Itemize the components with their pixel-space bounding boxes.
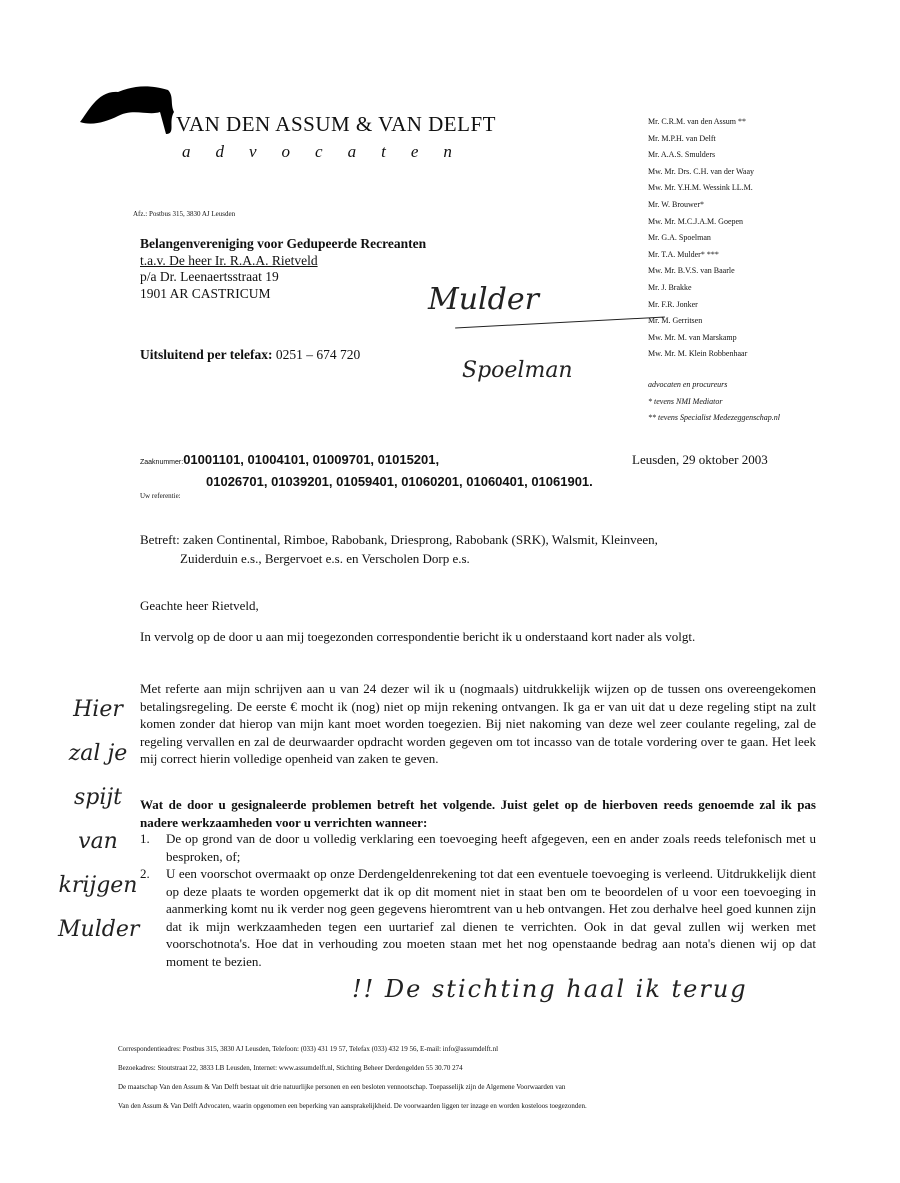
partner-name: Mr. G.A. Spoelman xyxy=(648,233,711,243)
list-number: 2. xyxy=(140,866,150,881)
partner-name: Mr. M.P.H. van Delft xyxy=(648,133,716,143)
partner-note: ** tevens Specialist Medezeggenschap.nl xyxy=(648,413,780,423)
partner-name: Mr. T.A. Mulder* *** xyxy=(648,249,719,259)
margin-word: spijt xyxy=(73,785,123,810)
margin-word: van xyxy=(78,829,118,854)
subject-line-2: Zuiderduin e.s., Bergervoet e.s. en Verscholen Dorp e.s. xyxy=(180,551,470,566)
handwritten-name-top: Mulder xyxy=(428,282,539,317)
margin-word: Hier xyxy=(73,697,123,722)
footer-line: Correspondentieadres: Postbus 315, 3830 AJ Leusden, Telefoon: (033) 431 19 57, Telefax (033) 432 19 56, E-mail: info@assumdelft.nl xyxy=(118,1045,499,1053)
case-label: Zaaknummer: xyxy=(140,459,184,466)
addressee-attn: t.a.v. De heer Ir. R.A.A. Rietveld xyxy=(140,252,318,268)
subject-block xyxy=(140,530,780,568)
firm-subtitle: advocaten xyxy=(182,142,477,161)
partner-name: Mw. Mr. Drs. C.H. van der Waay xyxy=(648,166,755,176)
partner-name: Mr. A.A.S. Smulders xyxy=(648,150,716,160)
list-number: 1. xyxy=(140,831,150,846)
pen-stroke xyxy=(455,317,665,329)
conditions-list xyxy=(140,830,816,970)
addressee-org: Belangenvereniging voor Gedupeerde Recreanten xyxy=(140,236,427,251)
letter-date: Leusden, 29 oktober 2003 xyxy=(632,452,768,467)
partner-note: * tevens NMI Mediator xyxy=(648,396,723,406)
footer xyxy=(118,1040,838,1116)
fax-label: Uitsluitend per telefax: xyxy=(140,347,273,362)
case-line-2: 01026701, 01039201, 01059401, 01060201, 01060401, 01061901. xyxy=(206,474,593,489)
partner-note: advocaten en procureurs xyxy=(648,379,728,389)
case-numbers xyxy=(140,450,593,491)
addressee-block xyxy=(140,236,426,302)
case-line-1: 01001101, 01004101, 01009701, 01015201, xyxy=(183,452,440,467)
salutation: Geachte heer Rietveld, xyxy=(140,598,259,613)
footer-line: De maatschap Van den Assum & Van Delft bestaat uit drie natuurlijke personen en een besloten vennootschap. Toepasselijk zijn de Algemene Voorwaarden van xyxy=(118,1083,566,1091)
partner-name: Mr. J. Brakke xyxy=(648,282,692,292)
partner-name: Mw. Mr. M.C.J.A.M. Goepen xyxy=(648,216,744,226)
partner-name: Mr. W. Brouwer* xyxy=(648,199,704,209)
partner-name: Mw. Mr. Y.H.M. Wessink LL.M. xyxy=(648,183,753,193)
return-address: Afz.: Postbus 315, 3830 AJ Leusden xyxy=(133,210,236,218)
addressee-street: p/a Dr. Leenaertsstraat 19 xyxy=(140,269,279,284)
handwritten-signature: Spoelman xyxy=(462,358,573,383)
your-reference-label: Uw referentie: xyxy=(140,492,181,500)
list-item xyxy=(140,865,816,970)
partner-list xyxy=(648,114,780,427)
firm-name: VAN DEN ASSUM & VAN DELFT xyxy=(176,112,496,136)
fax-line xyxy=(140,347,360,363)
partner-name: Mr. F.R. Jonker xyxy=(648,299,698,309)
footer-line: Van den Assum & Van Delft Advocaten, waarin opgenomen een beperking van aansprakelijkheid. De voorwaarden liggen ter inzage en worden kosteloos toegezonden. xyxy=(118,1102,587,1110)
margin-word: zal je xyxy=(68,741,128,766)
handwritten-bottom-note: !! De stichting haal ik terug xyxy=(352,975,748,1003)
fax-number: 0251 – 674 720 xyxy=(275,347,361,362)
logo-ink-splash-icon xyxy=(78,82,178,136)
addressee-city: 1901 AR CASTRICUM xyxy=(140,285,271,301)
partner-name: Mr. M. Gerritsen xyxy=(648,316,703,326)
margin-word: krijgen xyxy=(58,873,138,898)
partner-name: Mw. Mr. M. van Marskamp xyxy=(648,332,737,342)
subject-line-1: Betreft: zaken Continental, Rimboe, Rabobank, Driesprong, Rabobank (SRK), Walsmit, Kleinveen, xyxy=(140,532,658,547)
list-text: De op grond van de door u volledig verklaring een toevoeging heeft afgegeven, een en ander zoals reeds telefonisch met u besproken, of; xyxy=(166,831,816,864)
list-item xyxy=(140,830,816,865)
partner-name: Mw. Mr. B.V.S. van Baarle xyxy=(648,266,735,276)
paragraph: Met referte aan mijn schrijven aan u van 24 dezer wil ik u (nogmaals) uitdrukkelijk wijzen op de tussen ons overeengekomen betalingsregeling. De eerste € mocht ik (nog) niet op mijn rekening ontvangen. Ik ga er van uit dat u deze regeling stipt na zult komen zonder dat hierop van mijn kant moet worden toegezien. Bij niet nakoming van deze wel zeer coulante regeling, zal de regeling vervallen en zal de deurwaarder opdracht worden gegeven om tot incasso van de totale vordering over te gaan. Het leek mij correct hierin volledige openheid van zaken te geven. xyxy=(140,681,816,766)
paragraph: Wat de door u gesignaleerde problemen betreft het volgende. Juist gelet op de hierboven reeds genoemde zal ik pas nadere werkzaamheden voor u verrichten wanneer: xyxy=(140,797,816,830)
margin-word: Mulder xyxy=(58,917,140,942)
list-text: U een voorschot overmaakt op onze Derdengeldenrekening tot dat een eventuele toevoeging is verleend. Uitdrukkelijk dient op deze plaats te worden opgemerkt dat ik op dit moment niet in staat ben om te beoordelen of u voor een toevoeging in aanmerking komt nu ik verder nog geen gegevens hieromtrent van u heb ontvangen. Het zou derhalve heel goed kunnen zijn dat ik mijn werkzaamheden tegen een uurtarief zal dienen te verrichten. Ook in dat geval zullen wij werken met voorschotnota's. Hoe dat in verhouding zou moeten staan met het nog openstaande bedrag aan nota's dienen wij op dat moment te bezien. xyxy=(166,866,816,969)
paragraph: In vervolg op de door u aan mij toegezonden correspondentie bericht ik u onderstaand kort nader als volgt. xyxy=(140,629,696,644)
handwritten-margin-note xyxy=(58,688,138,952)
footer-line: Bezoekadres: Stoutstraat 22, 3833 LB Leusden, Internet: www.assumdelft.nl, Stichting Beheer Derdengelden 55 30.70 274 xyxy=(118,1064,463,1072)
partner-name: Mr. C.R.M. van den Assum ** xyxy=(648,117,747,126)
partner-name: Mw. Mr. M. Klein Robbenhaar xyxy=(648,349,748,359)
